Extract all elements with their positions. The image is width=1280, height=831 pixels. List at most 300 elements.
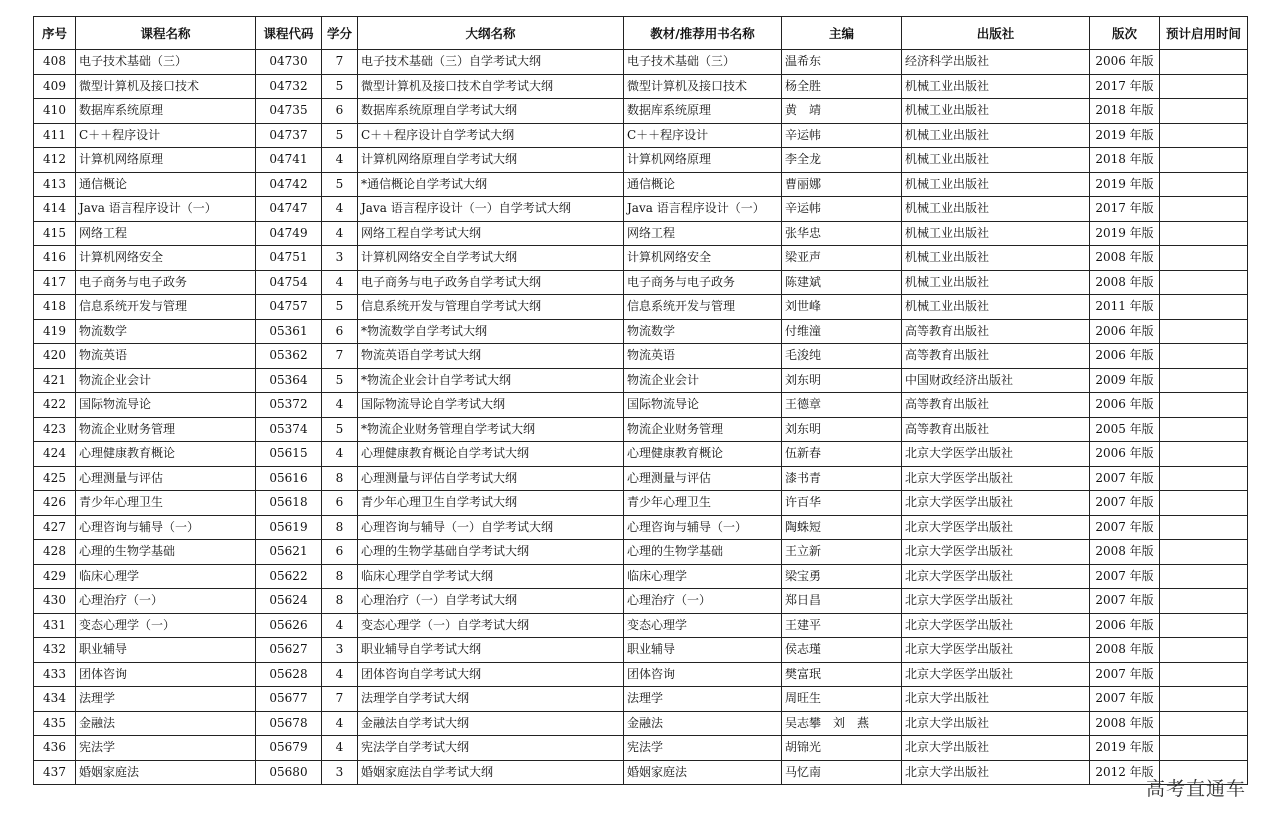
cell-textbook: 心理健康教育概论 <box>624 442 782 467</box>
cell-edition: 2017 年版 <box>1090 74 1160 99</box>
cell-index: 424 <box>34 442 76 467</box>
cell-syllabus: 法理学自学考试大纲 <box>358 687 624 712</box>
cell-syllabus: 信息系统开发与管理自学考试大纲 <box>358 295 624 320</box>
cell-course-name: 心理健康教育概论 <box>76 442 256 467</box>
cell-editor: 王立新 <box>782 540 902 565</box>
cell-credits: 3 <box>322 638 358 663</box>
cell-course-code: 04757 <box>256 295 322 320</box>
cell-edition: 2006 年版 <box>1090 50 1160 75</box>
cell-index: 419 <box>34 319 76 344</box>
cell-editor: 周旺生 <box>782 687 902 712</box>
cell-credits: 6 <box>322 491 358 516</box>
cell-index: 421 <box>34 368 76 393</box>
cell-textbook: 心理咨询与辅导（一） <box>624 515 782 540</box>
cell-course-name: 计算机网络安全 <box>76 246 256 271</box>
cell-start-time <box>1160 589 1248 614</box>
cell-start-time <box>1160 246 1248 271</box>
cell-edition: 2005 年版 <box>1090 417 1160 442</box>
cell-textbook: 物流数学 <box>624 319 782 344</box>
cell-syllabus: *物流企业会计自学考试大纲 <box>358 368 624 393</box>
cell-textbook: 计算机网络原理 <box>624 148 782 173</box>
cell-start-time <box>1160 74 1248 99</box>
cell-publisher: 北京大学医学出版社 <box>902 442 1090 467</box>
cell-credits: 4 <box>322 711 358 736</box>
table-row <box>34 270 1248 295</box>
table-body <box>34 50 1248 785</box>
cell-course-code: 05627 <box>256 638 322 663</box>
cell-credits: 3 <box>322 246 358 271</box>
cell-publisher: 高等教育出版社 <box>902 344 1090 369</box>
cell-syllabus: Java 语言程序设计（一）自学考试大纲 <box>358 197 624 222</box>
cell-course-code: 04749 <box>256 221 322 246</box>
cell-editor: 马忆南 <box>782 760 902 785</box>
cell-start-time <box>1160 417 1248 442</box>
cell-textbook: C＋＋程序设计 <box>624 123 782 148</box>
cell-credits: 5 <box>322 123 358 148</box>
cell-index: 426 <box>34 491 76 516</box>
cell-publisher: 机械工业出版社 <box>902 295 1090 320</box>
cell-credits: 4 <box>322 197 358 222</box>
cell-publisher: 北京大学医学出版社 <box>902 540 1090 565</box>
cell-course-name: 电子商务与电子政务 <box>76 270 256 295</box>
cell-start-time <box>1160 687 1248 712</box>
cell-textbook: 物流英语 <box>624 344 782 369</box>
table-row <box>34 368 1248 393</box>
cell-edition: 2006 年版 <box>1090 442 1160 467</box>
table-row <box>34 221 1248 246</box>
cell-textbook: 物流企业会计 <box>624 368 782 393</box>
table-row <box>34 736 1248 761</box>
cell-credits: 6 <box>322 540 358 565</box>
cell-textbook: 物流企业财务管理 <box>624 417 782 442</box>
cell-start-time <box>1160 221 1248 246</box>
cell-edition: 2012 年版 <box>1090 760 1160 785</box>
cell-index: 410 <box>34 99 76 124</box>
cell-textbook: 国际物流导论 <box>624 393 782 418</box>
col-header-publisher: 出版社 <box>902 17 1090 50</box>
table-row <box>34 613 1248 638</box>
cell-credits: 3 <box>322 760 358 785</box>
cell-textbook: 职业辅导 <box>624 638 782 663</box>
cell-index: 427 <box>34 515 76 540</box>
col-header-editor: 主编 <box>782 17 902 50</box>
cell-course-code: 05618 <box>256 491 322 516</box>
cell-syllabus: 心理治疗（一）自学考试大纲 <box>358 589 624 614</box>
cell-textbook: 网络工程 <box>624 221 782 246</box>
cell-credits: 4 <box>322 442 358 467</box>
cell-start-time <box>1160 515 1248 540</box>
cell-textbook: 心理测量与评估 <box>624 466 782 491</box>
cell-edition: 2008 年版 <box>1090 246 1160 271</box>
cell-editor: 毛浚纯 <box>782 344 902 369</box>
table-row <box>34 564 1248 589</box>
cell-credits: 7 <box>322 344 358 369</box>
table-row <box>34 123 1248 148</box>
header-row <box>34 17 1248 50</box>
cell-syllabus: 团体咨询自学考试大纲 <box>358 662 624 687</box>
cell-edition: 2008 年版 <box>1090 711 1160 736</box>
table-row <box>34 50 1248 75</box>
cell-course-name: 物流数学 <box>76 319 256 344</box>
table-row <box>34 417 1248 442</box>
cell-edition: 2007 年版 <box>1090 687 1160 712</box>
cell-credits: 5 <box>322 172 358 197</box>
cell-start-time <box>1160 50 1248 75</box>
table-row <box>34 319 1248 344</box>
cell-editor: 张华忠 <box>782 221 902 246</box>
table-row <box>34 711 1248 736</box>
table-row <box>34 197 1248 222</box>
cell-editor: 杨全胜 <box>782 74 902 99</box>
table-row <box>34 638 1248 663</box>
cell-textbook: 宪法学 <box>624 736 782 761</box>
cell-edition: 2006 年版 <box>1090 319 1160 344</box>
cell-textbook: 心理的生物学基础 <box>624 540 782 565</box>
cell-publisher: 机械工业出版社 <box>902 99 1090 124</box>
cell-editor: 伍新春 <box>782 442 902 467</box>
cell-start-time <box>1160 295 1248 320</box>
cell-course-name: 心理测量与评估 <box>76 466 256 491</box>
cell-publisher: 北京大学出版社 <box>902 760 1090 785</box>
cell-credits: 8 <box>322 515 358 540</box>
cell-textbook: 微型计算机及接口技术 <box>624 74 782 99</box>
cell-textbook: 青少年心理卫生 <box>624 491 782 516</box>
cell-credits: 5 <box>322 368 358 393</box>
cell-edition: 2019 年版 <box>1090 172 1160 197</box>
cell-course-name: 物流企业财务管理 <box>76 417 256 442</box>
cell-syllabus: 心理的生物学基础自学考试大纲 <box>358 540 624 565</box>
cell-textbook: 变态心理学 <box>624 613 782 638</box>
cell-course-code: 05628 <box>256 662 322 687</box>
cell-syllabus: 物流英语自学考试大纲 <box>358 344 624 369</box>
cell-course-code: 04741 <box>256 148 322 173</box>
cell-publisher: 机械工业出版社 <box>902 270 1090 295</box>
table-row <box>34 662 1248 687</box>
cell-editor: 刘东明 <box>782 417 902 442</box>
cell-edition: 2019 年版 <box>1090 123 1160 148</box>
cell-index: 422 <box>34 393 76 418</box>
cell-publisher: 北京大学医学出版社 <box>902 589 1090 614</box>
cell-publisher: 机械工业出版社 <box>902 172 1090 197</box>
cell-course-code: 05677 <box>256 687 322 712</box>
cell-start-time <box>1160 662 1248 687</box>
cell-textbook: 计算机网络安全 <box>624 246 782 271</box>
cell-editor: 郑日昌 <box>782 589 902 614</box>
cell-start-time <box>1160 148 1248 173</box>
cell-course-name: C＋＋程序设计 <box>76 123 256 148</box>
cell-edition: 2007 年版 <box>1090 466 1160 491</box>
table-row <box>34 491 1248 516</box>
cell-start-time <box>1160 172 1248 197</box>
cell-course-code: 05374 <box>256 417 322 442</box>
cell-course-code: 04737 <box>256 123 322 148</box>
cell-edition: 2008 年版 <box>1090 638 1160 663</box>
cell-start-time <box>1160 344 1248 369</box>
cell-syllabus: 变态心理学（一）自学考试大纲 <box>358 613 624 638</box>
cell-publisher: 北京大学医学出版社 <box>902 491 1090 516</box>
cell-syllabus: 宪法学自学考试大纲 <box>358 736 624 761</box>
cell-editor: 黄 靖 <box>782 99 902 124</box>
col-header-syllabus: 大纲名称 <box>358 17 624 50</box>
cell-syllabus: 青少年心理卫生自学考试大纲 <box>358 491 624 516</box>
cell-editor: 胡锦光 <box>782 736 902 761</box>
cell-syllabus: 网络工程自学考试大纲 <box>358 221 624 246</box>
col-header-edition: 版次 <box>1090 17 1160 50</box>
cell-credits: 7 <box>322 50 358 75</box>
cell-index: 412 <box>34 148 76 173</box>
cell-index: 408 <box>34 50 76 75</box>
cell-start-time <box>1160 319 1248 344</box>
cell-editor: 许百华 <box>782 491 902 516</box>
table-row <box>34 466 1248 491</box>
watermark: 高考直通车 <box>1145 778 1246 800</box>
cell-index: 420 <box>34 344 76 369</box>
cell-edition: 2006 年版 <box>1090 393 1160 418</box>
cell-index: 418 <box>34 295 76 320</box>
cell-edition: 2007 年版 <box>1090 515 1160 540</box>
cell-publisher: 机械工业出版社 <box>902 197 1090 222</box>
cell-index: 432 <box>34 638 76 663</box>
cell-syllabus: *物流数学自学考试大纲 <box>358 319 624 344</box>
cell-edition: 2019 年版 <box>1090 736 1160 761</box>
cell-start-time <box>1160 442 1248 467</box>
cell-course-name: 网络工程 <box>76 221 256 246</box>
cell-publisher: 机械工业出版社 <box>902 246 1090 271</box>
cell-course-name: 临床心理学 <box>76 564 256 589</box>
cell-course-name: Java 语言程序设计（一） <box>76 197 256 222</box>
cell-edition: 2007 年版 <box>1090 491 1160 516</box>
table-row <box>34 515 1248 540</box>
cell-credits: 8 <box>322 564 358 589</box>
syllabus-table <box>33 16 1248 785</box>
cell-credits: 8 <box>322 466 358 491</box>
cell-index: 433 <box>34 662 76 687</box>
col-header-course-code: 课程代码 <box>256 17 322 50</box>
cell-index: 411 <box>34 123 76 148</box>
cell-edition: 2007 年版 <box>1090 589 1160 614</box>
cell-course-name: 微型计算机及接口技术 <box>76 74 256 99</box>
cell-syllabus: 职业辅导自学考试大纲 <box>358 638 624 663</box>
cell-course-code: 05615 <box>256 442 322 467</box>
cell-index: 414 <box>34 197 76 222</box>
cell-index: 409 <box>34 74 76 99</box>
cell-edition: 2006 年版 <box>1090 613 1160 638</box>
cell-course-name: 物流英语 <box>76 344 256 369</box>
cell-credits: 4 <box>322 662 358 687</box>
cell-credits: 4 <box>322 148 358 173</box>
table-row <box>34 540 1248 565</box>
cell-course-code: 04742 <box>256 172 322 197</box>
cell-textbook: 信息系统开发与管理 <box>624 295 782 320</box>
cell-course-code: 05619 <box>256 515 322 540</box>
cell-course-code: 05622 <box>256 564 322 589</box>
cell-publisher: 中国财政经济出版社 <box>902 368 1090 393</box>
cell-syllabus: *通信概论自学考试大纲 <box>358 172 624 197</box>
cell-syllabus: 心理健康教育概论自学考试大纲 <box>358 442 624 467</box>
cell-syllabus: 电子技术基础（三）自学考试大纲 <box>358 50 624 75</box>
cell-publisher: 北京大学出版社 <box>902 711 1090 736</box>
cell-editor: 梁亚声 <box>782 246 902 271</box>
cell-course-code: 04751 <box>256 246 322 271</box>
cell-credits: 7 <box>322 687 358 712</box>
cell-index: 430 <box>34 589 76 614</box>
cell-syllabus: 临床心理学自学考试大纲 <box>358 564 624 589</box>
cell-course-code: 05624 <box>256 589 322 614</box>
cell-edition: 2006 年版 <box>1090 344 1160 369</box>
cell-publisher: 机械工业出版社 <box>902 74 1090 99</box>
cell-publisher: 北京大学医学出版社 <box>902 662 1090 687</box>
cell-start-time <box>1160 123 1248 148</box>
cell-textbook: Java 语言程序设计（一） <box>624 197 782 222</box>
cell-textbook: 电子商务与电子政务 <box>624 270 782 295</box>
cell-textbook: 金融法 <box>624 711 782 736</box>
cell-syllabus: 国际物流导论自学考试大纲 <box>358 393 624 418</box>
cell-credits: 8 <box>322 589 358 614</box>
table-row <box>34 589 1248 614</box>
cell-publisher: 高等教育出版社 <box>902 319 1090 344</box>
cell-course-name: 职业辅导 <box>76 638 256 663</box>
cell-course-code: 05679 <box>256 736 322 761</box>
cell-edition: 2009 年版 <box>1090 368 1160 393</box>
cell-course-name: 通信概论 <box>76 172 256 197</box>
cell-course-code: 04730 <box>256 50 322 75</box>
table-row <box>34 148 1248 173</box>
cell-course-name: 物流企业会计 <box>76 368 256 393</box>
cell-start-time <box>1160 540 1248 565</box>
cell-textbook: 婚姻家庭法 <box>624 760 782 785</box>
cell-index: 435 <box>34 711 76 736</box>
cell-publisher: 机械工业出版社 <box>902 221 1090 246</box>
cell-textbook: 电子技术基础（三） <box>624 50 782 75</box>
table-row <box>34 760 1248 785</box>
cell-edition: 2008 年版 <box>1090 270 1160 295</box>
cell-course-code: 04747 <box>256 197 322 222</box>
cell-start-time <box>1160 491 1248 516</box>
cell-edition: 2017 年版 <box>1090 197 1160 222</box>
table-row <box>34 246 1248 271</box>
cell-course-code: 05616 <box>256 466 322 491</box>
cell-index: 434 <box>34 687 76 712</box>
cell-start-time <box>1160 613 1248 638</box>
table-row <box>34 687 1248 712</box>
cell-start-time <box>1160 638 1248 663</box>
cell-syllabus: 金融法自学考试大纲 <box>358 711 624 736</box>
cell-course-name: 国际物流导论 <box>76 393 256 418</box>
cell-index: 436 <box>34 736 76 761</box>
cell-publisher: 机械工业出版社 <box>902 123 1090 148</box>
cell-course-name: 变态心理学（一） <box>76 613 256 638</box>
cell-syllabus: 微型计算机及接口技术自学考试大纲 <box>358 74 624 99</box>
cell-edition: 2019 年版 <box>1090 221 1160 246</box>
cell-editor: 吴志攀 刘 燕 <box>782 711 902 736</box>
table-row <box>34 442 1248 467</box>
cell-editor: 刘东明 <box>782 368 902 393</box>
cell-publisher: 北京大学出版社 <box>902 736 1090 761</box>
cell-index: 429 <box>34 564 76 589</box>
cell-credits: 5 <box>322 417 358 442</box>
cell-publisher: 北京大学医学出版社 <box>902 613 1090 638</box>
cell-credits: 5 <box>322 74 358 99</box>
cell-publisher: 经济科学出版社 <box>902 50 1090 75</box>
cell-editor: 梁宝勇 <box>782 564 902 589</box>
cell-editor: 辛运帏 <box>782 123 902 148</box>
cell-textbook: 心理治疗（一） <box>624 589 782 614</box>
cell-credits: 4 <box>322 270 358 295</box>
table-row <box>34 99 1248 124</box>
cell-editor: 陶蛛短 <box>782 515 902 540</box>
cell-editor: 曹丽娜 <box>782 172 902 197</box>
cell-textbook: 通信概论 <box>624 172 782 197</box>
cell-start-time <box>1160 393 1248 418</box>
cell-course-code: 05372 <box>256 393 322 418</box>
cell-course-name: 金融法 <box>76 711 256 736</box>
col-header-start-time: 预计启用时间 <box>1160 17 1248 50</box>
cell-index: 423 <box>34 417 76 442</box>
cell-course-code: 04754 <box>256 270 322 295</box>
table-header <box>34 17 1248 50</box>
cell-index: 425 <box>34 466 76 491</box>
cell-start-time <box>1160 564 1248 589</box>
cell-edition: 2008 年版 <box>1090 540 1160 565</box>
cell-start-time <box>1160 270 1248 295</box>
cell-editor: 辛运帏 <box>782 197 902 222</box>
cell-editor: 刘世峰 <box>782 295 902 320</box>
table-row <box>34 172 1248 197</box>
cell-credits: 4 <box>322 393 358 418</box>
cell-start-time <box>1160 99 1248 124</box>
cell-course-name: 信息系统开发与管理 <box>76 295 256 320</box>
cell-index: 415 <box>34 221 76 246</box>
cell-start-time <box>1160 466 1248 491</box>
cell-publisher: 北京大学医学出版社 <box>902 515 1090 540</box>
cell-course-name: 团体咨询 <box>76 662 256 687</box>
cell-syllabus: 电子商务与电子政务自学考试大纲 <box>358 270 624 295</box>
cell-credits: 6 <box>322 99 358 124</box>
cell-publisher: 北京大学医学出版社 <box>902 466 1090 491</box>
cell-publisher: 高等教育出版社 <box>902 417 1090 442</box>
cell-publisher: 机械工业出版社 <box>902 148 1090 173</box>
cell-course-code: 04735 <box>256 99 322 124</box>
cell-textbook: 数据库系统原理 <box>624 99 782 124</box>
cell-editor: 樊富珉 <box>782 662 902 687</box>
cell-syllabus: 心理咨询与辅导（一）自学考试大纲 <box>358 515 624 540</box>
cell-course-name: 宪法学 <box>76 736 256 761</box>
cell-course-name: 婚姻家庭法 <box>76 760 256 785</box>
cell-edition: 2007 年版 <box>1090 662 1160 687</box>
cell-credits: 4 <box>322 221 358 246</box>
cell-edition: 2018 年版 <box>1090 148 1160 173</box>
cell-course-code: 05621 <box>256 540 322 565</box>
cell-course-name: 心理的生物学基础 <box>76 540 256 565</box>
cell-textbook: 法理学 <box>624 687 782 712</box>
cell-index: 417 <box>34 270 76 295</box>
cell-course-code: 05626 <box>256 613 322 638</box>
cell-publisher: 高等教育出版社 <box>902 393 1090 418</box>
col-header-course-name: 课程名称 <box>76 17 256 50</box>
cell-course-name: 法理学 <box>76 687 256 712</box>
cell-credits: 4 <box>322 613 358 638</box>
cell-edition: 2011 年版 <box>1090 295 1160 320</box>
cell-course-name: 心理治疗（一） <box>76 589 256 614</box>
col-header-credits: 学分 <box>322 17 358 50</box>
cell-syllabus: *物流企业财务管理自学考试大纲 <box>358 417 624 442</box>
cell-index: 428 <box>34 540 76 565</box>
cell-course-code: 05680 <box>256 760 322 785</box>
cell-course-code: 04732 <box>256 74 322 99</box>
cell-syllabus: C＋＋程序设计自学考试大纲 <box>358 123 624 148</box>
cell-editor: 王德章 <box>782 393 902 418</box>
cell-editor: 付维潼 <box>782 319 902 344</box>
